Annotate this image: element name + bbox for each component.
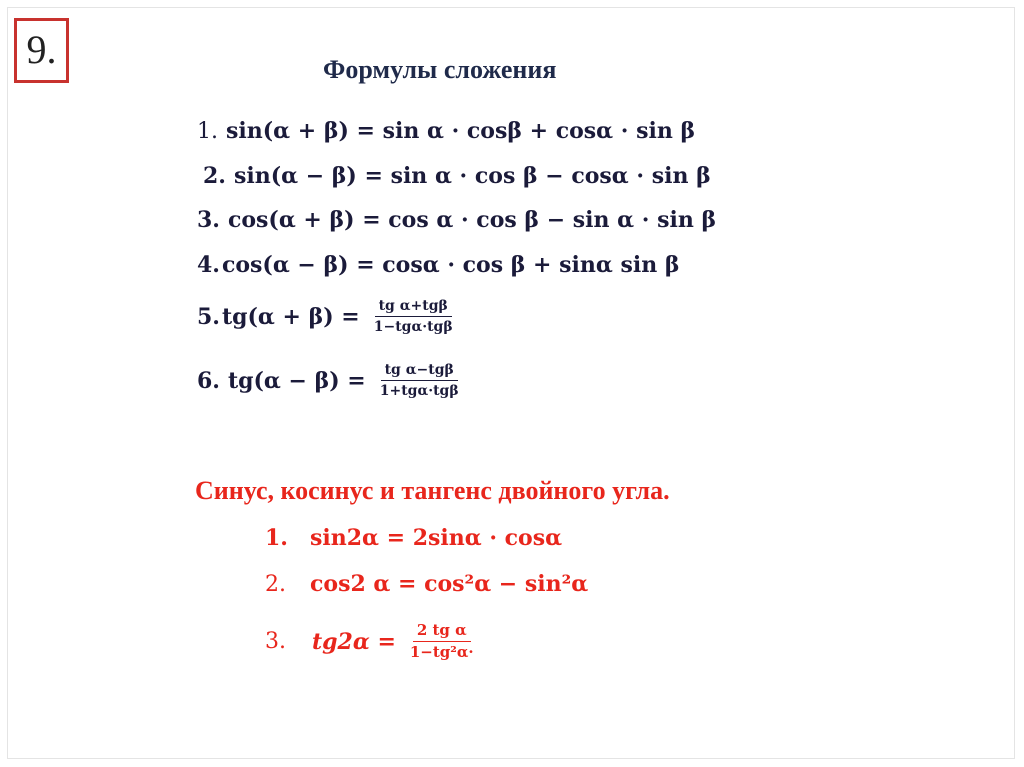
formula-2	[203, 163, 711, 189]
formula-number: 3.	[265, 629, 286, 655]
formula-number: 2.	[203, 163, 226, 189]
fraction-denominator: 1−tg²α·	[409, 643, 474, 662]
formula-4	[197, 252, 679, 278]
page-title: Формулы сложения	[323, 55, 557, 84]
fraction-denominator: 1+tgα·tgβ	[379, 383, 459, 400]
formula-5	[197, 298, 457, 335]
formula-number: 1.	[265, 525, 288, 551]
section-title-double-angle: Синус, косинус и тангенс двойного угла.	[195, 476, 670, 505]
fraction-numerator: tg α+tgβ	[375, 298, 452, 317]
formula-number: 3.	[197, 207, 220, 233]
formula-3	[197, 207, 716, 233]
formula-expression: cos(α + β) = cos α · cos β − sin α · sin β	[227, 207, 717, 233]
formula-lhs: tg(α − β) =	[227, 367, 366, 394]
fraction-numerator: 2 tg α	[413, 622, 471, 642]
formula-number: 2.	[265, 571, 286, 597]
formula-expression: sin(α + β) = sin α · cosβ + cosα · sin β	[226, 118, 696, 144]
formula-expression: sin2α = 2sinα · cosα	[309, 525, 563, 551]
formula-1	[197, 118, 695, 144]
double-angle-formula-1	[265, 525, 562, 551]
double-angle-formula-2	[265, 571, 588, 597]
formula-lhs: tg2α =	[312, 628, 396, 655]
fraction-numerator: tg α−tgβ	[381, 362, 458, 381]
formula-number: 4.	[197, 252, 220, 278]
fraction	[376, 362, 463, 399]
formula-lhs: tg(α + β) =	[221, 303, 360, 330]
formula-number: 6.	[197, 367, 220, 394]
slide-number: 9.	[14, 18, 69, 83]
formula-expression: cos(α − β) = cosα · cos β + sinα sin β	[221, 252, 680, 278]
formula-6	[197, 362, 463, 399]
fraction	[406, 622, 478, 662]
fraction-denominator: 1−tgα·tgβ	[373, 319, 453, 336]
formula-number: 5.	[197, 303, 220, 330]
formula-expression: cos2 α = cos²α − sin²α	[310, 571, 589, 597]
fraction	[370, 298, 457, 335]
double-angle-formula-3	[265, 622, 478, 662]
formula-expression: sin(α − β) = sin α · cos β − cosα · sin β	[233, 163, 711, 189]
formula-number: 1.	[197, 118, 218, 144]
